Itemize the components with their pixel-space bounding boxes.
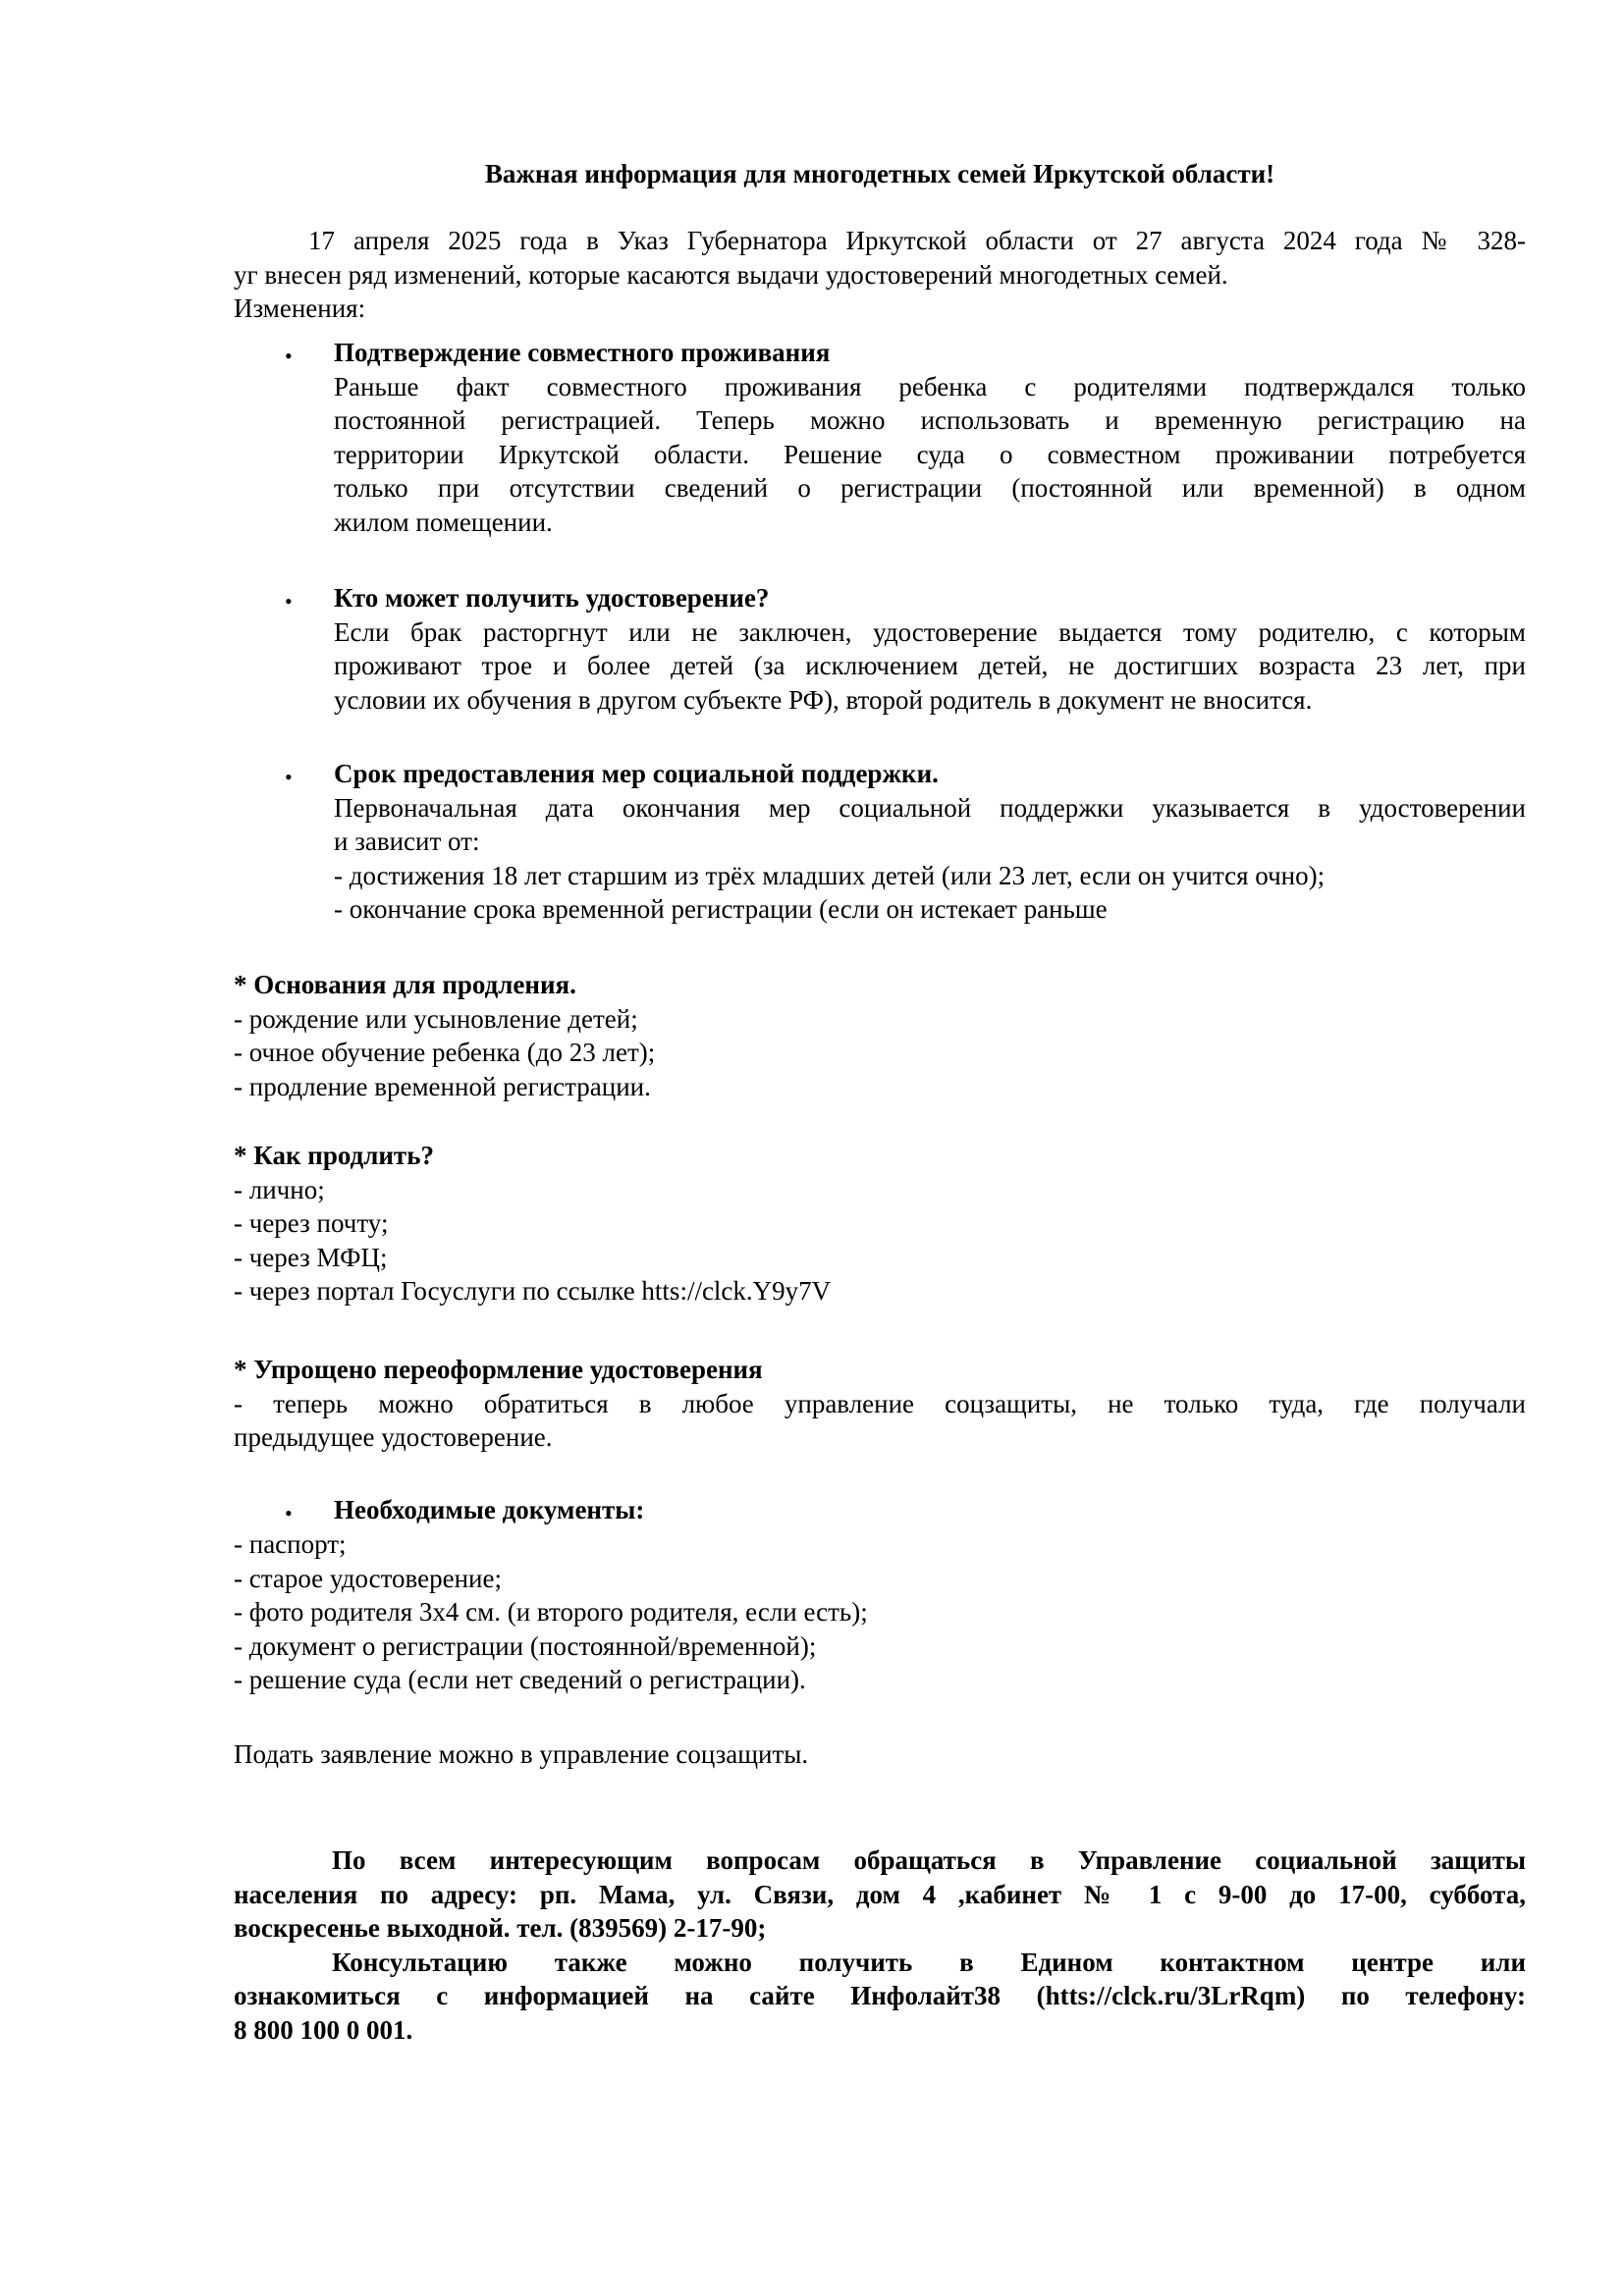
list-item: - продление временной регистрации. [234,1071,651,1101]
section-who-can-get-line: Если брак расторгнут или не заключен, удостоверение выдается тому родителю, с которым [334,616,1526,647]
bullet-icon: • [285,1501,293,1525]
section-who-can-get-line: проживают трое и более детей (за исключением детей, не достигших возраста 23 лет, при [334,651,1526,680]
section-reissue-heading: * Упрощено переоформление удостоверения [234,1355,763,1384]
section-reissue [234,1353,1526,1455]
section-who-can-get [334,581,1526,717]
section-support-term-line: - окончание срока временной регистрации (если он истекает раньше [334,894,1108,924]
document-title: Важная информация для многодетных семей Иркутской области! [484,159,1275,188]
list-item: - документ о регистрации (постоянной/временной); [234,1630,817,1661]
apply-line: Подать заявление можно в управление соцзащиты. [234,1739,809,1769]
section-how-to-extend-heading: * Как продлить? [234,1141,434,1170]
contacts-line: населения по адресу: рп. Мама, ул. Связи, дом 4 ,кабинет № 1 с 9-00 до 17-00, суббота, [234,1879,1526,1909]
section-who-can-get-line: условии их обучения в другом субъекте РФ), второй родитель в документ не вносится. [334,684,1313,715]
section-cohabitation-line: жилом помещении. [334,507,553,537]
contacts-block [234,1843,1526,2047]
section-cohabitation-heading: Подтверждение совместного проживания [334,338,831,367]
section-support-term-heading: Срок предоставления мер социальной поддержки. [334,759,939,788]
list-item: - фото родителя 3х4 см. (и второго родителя, если есть); [234,1597,868,1627]
intro-paragraph [234,224,1526,326]
section-how-to-extend [234,1139,1526,1308]
list-item: - решение суда (если нет сведений о регистрации). [234,1665,806,1694]
intro-line-1: 17 апреля 2025 года в Указ Губернатора Иркутской области от 27 августа 2024 года № 328- [308,226,1526,255]
section-required-docs [234,1527,1526,1697]
section-required-docs-heading: Необходимые документы: [334,1495,645,1524]
list-item: - через портал Госуслуги по ссылке htts://clck.Y9y7V [234,1276,832,1306]
contacts-line: Консультацию также можно получить в Едином контактном центре или [332,1947,1526,1977]
list-item: - через почту; [234,1208,389,1238]
section-support-term [334,757,1526,927]
section-support-term-line: и зависит от: [334,827,480,856]
section-who-can-get-heading: Кто может получить удостоверение? [334,583,770,613]
section-cohabitation-line: территории Иркутской области. Решение суда о совместном проживании потребуется [334,439,1526,469]
intro-line-2: уг внесен ряд изменений, которые касаются выдачи удостоверений многодетных семей. [234,259,1228,290]
changes-label: Изменения: [234,294,366,323]
contacts-phone: 8 800 100 0 001. [234,2014,413,2045]
list-item: - очное обучение ребенка (до 23 лет); [234,1038,656,1067]
section-cohabitation-line: Раньше факт совместного проживания ребенка с родителями подтверждался только [334,371,1526,401]
bullet-icon: • [285,344,293,368]
section-extension-grounds [234,968,1526,1103]
list-item: - лично; [234,1174,325,1204]
section-reissue-line: - теперь можно обратиться в любое управление соцзащиты, не только туда, где получали [234,1388,1526,1418]
section-extension-grounds-heading: * Основания для продления. [234,970,576,999]
list-item: - старое удостоверение; [234,1563,502,1593]
section-support-term-line: Первоначальная дата окончания мер социальной поддержки указывается в удостоверении [334,792,1526,823]
list-item: - паспорт; [234,1529,347,1559]
section-cohabitation-line: только при отсутствии сведений о регистрации (постоянной или временной) в одном [334,473,1526,503]
list-item: - через МФЦ; [234,1242,388,1272]
contacts-line: воскресенье выходной. тел. (839569) 2-17-90; [234,1913,767,1943]
bullet-icon: • [285,589,293,614]
bullet-icon: • [285,765,293,789]
section-cohabitation-line: постоянной регистрацией. Теперь можно использовать и временную регистрацию на [334,405,1526,435]
apply-note [234,1737,1526,1772]
contacts-line: ознакомиться с информацией на сайте Инфолайт38 (htts://clck.ru/3LrRqm) по телефону: [234,1981,1526,2010]
list-item: - рождение или усыновление детей; [234,1003,638,1034]
section-cohabitation [334,336,1526,539]
section-reissue-line: предыдущее удостоверение. [234,1422,553,1452]
section-required-docs-heading-wrap [334,1493,1526,1527]
contacts-line: По всем интересующим вопросам обращаться в Управление социальной защиты [332,1845,1526,1875]
section-support-term-line: - достижения 18 лет старшим из трёх младших детей (или 23 лет, если он учится очно); [334,860,1326,890]
